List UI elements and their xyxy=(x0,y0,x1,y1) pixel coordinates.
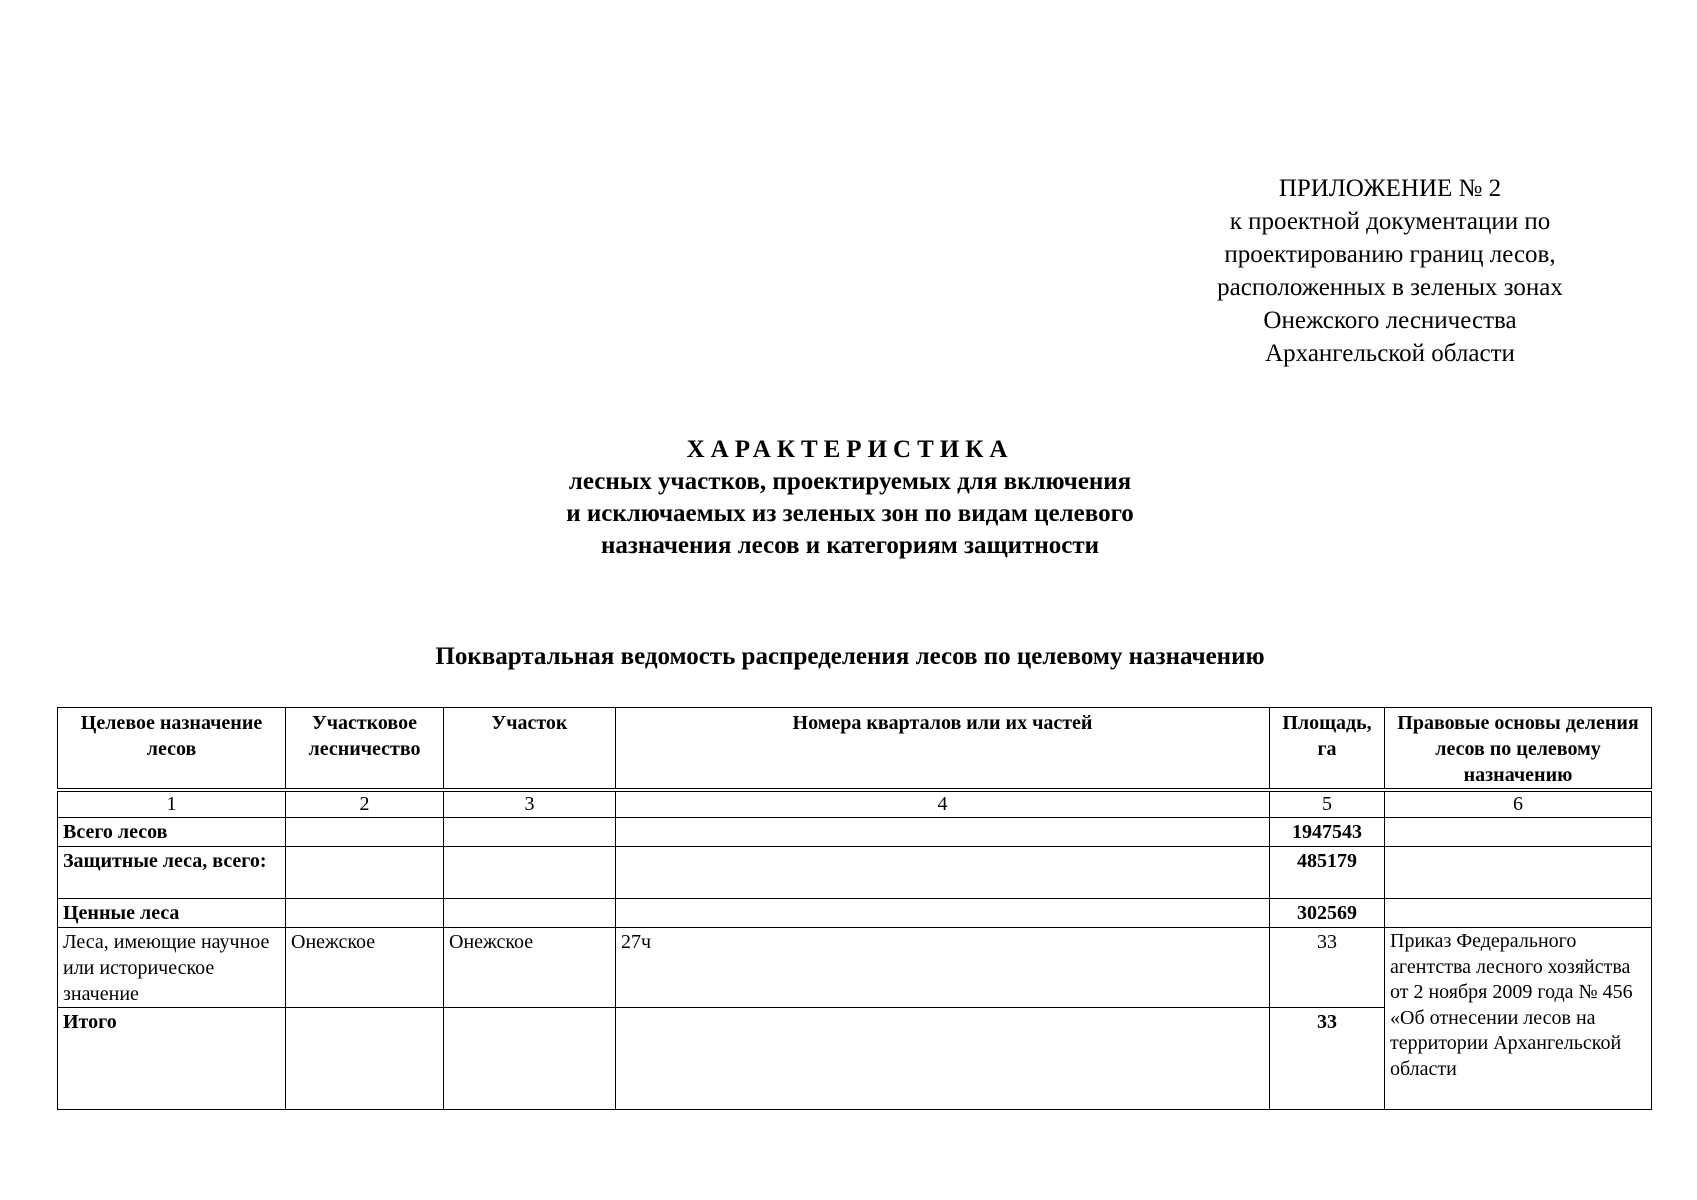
table-caption: Поквартальная ведомость распределения лесов по целевому назначению xyxy=(435,643,1265,670)
column-number: 3 xyxy=(444,790,616,818)
row-label: Итого xyxy=(58,1008,286,1110)
row-label: Защитные леса, всего: xyxy=(58,847,286,899)
header-legal-basis: Правовые основы деления лесов по целевому назначению xyxy=(1385,708,1652,791)
area-value: 33 xyxy=(1270,928,1385,1008)
column-number: 5 xyxy=(1270,790,1385,818)
table-row-scientific-forests xyxy=(58,928,1652,1008)
row-label: Всего лесов xyxy=(58,818,286,847)
empty-cell xyxy=(286,1008,444,1110)
title-line-3: назначения лесов и категориям защитности xyxy=(600,532,1100,559)
empty-cell xyxy=(444,818,616,847)
empty-cell xyxy=(1385,899,1652,928)
column-number: 1 xyxy=(58,790,286,818)
legal-basis-value: Приказ Федерального агентства лесного хозяйства от 2 ноября 2009 года № 456 «Об отнесении лесов на территории Архангельской области xyxy=(1385,928,1652,1110)
header-plot: Участок xyxy=(444,708,616,791)
empty-cell xyxy=(616,899,1270,928)
area-value: 33 xyxy=(1270,1008,1385,1110)
empty-cell xyxy=(286,847,444,899)
empty-cell xyxy=(444,899,616,928)
row-label: Леса, имеющие научное или историческое значение xyxy=(58,928,286,1008)
appendix-line-2: к проектной документации по xyxy=(1229,208,1551,235)
column-number-row xyxy=(58,790,1652,818)
column-number: 4 xyxy=(616,790,1270,818)
appendix-line-3: проектированию границ лесов, xyxy=(1224,241,1556,268)
table-row-protective-forests xyxy=(58,847,1652,899)
table-row-valuable-forests xyxy=(58,899,1652,928)
empty-cell xyxy=(286,899,444,928)
document-title xyxy=(430,434,1270,562)
table-row-total-forests xyxy=(58,818,1652,847)
empty-cell xyxy=(616,1008,1270,1110)
title-line-1: лесных участков, проектируемых для включения xyxy=(568,468,1132,495)
title-heading: ХАРАКТЕРИСТИКА xyxy=(686,436,1014,463)
area-value: 302569 xyxy=(1270,899,1385,928)
table-header-row xyxy=(58,708,1652,791)
appendix-line-5: Онежского лесничества xyxy=(1263,307,1517,334)
area-value: 485179 xyxy=(1270,847,1385,899)
appendix-line-6: Архангельской области xyxy=(1265,340,1515,367)
header-district: Участковое лесничество xyxy=(286,708,444,791)
area-value: 1947543 xyxy=(1270,818,1385,847)
header-quarters: Номера кварталов или их частей xyxy=(616,708,1270,791)
column-number: 6 xyxy=(1385,790,1652,818)
plot-value: Онежское xyxy=(444,928,616,1008)
header-area: Площадь, га xyxy=(1270,708,1385,791)
empty-cell xyxy=(444,847,616,899)
title-line-2: и исключаемых из зеленых зон по видам целевого xyxy=(566,500,1134,527)
header-purpose: Целевое назначение лесов xyxy=(58,708,286,791)
empty-cell xyxy=(616,818,1270,847)
district-value: Онежское xyxy=(286,928,444,1008)
row-label: Ценные леса xyxy=(58,899,286,928)
appendix-line-4: расположенных в зеленых зонах xyxy=(1217,274,1563,301)
empty-cell xyxy=(1385,847,1652,899)
appendix-line-1: ПРИЛОЖЕНИЕ № 2 xyxy=(1278,175,1502,202)
column-number: 2 xyxy=(286,790,444,818)
empty-cell xyxy=(616,847,1270,899)
empty-cell xyxy=(1385,818,1652,847)
empty-cell xyxy=(444,1008,616,1110)
appendix-block xyxy=(1160,172,1620,370)
forest-distribution-table xyxy=(57,707,1652,1110)
empty-cell xyxy=(286,818,444,847)
quarters-value: 27ч xyxy=(616,928,1270,1008)
